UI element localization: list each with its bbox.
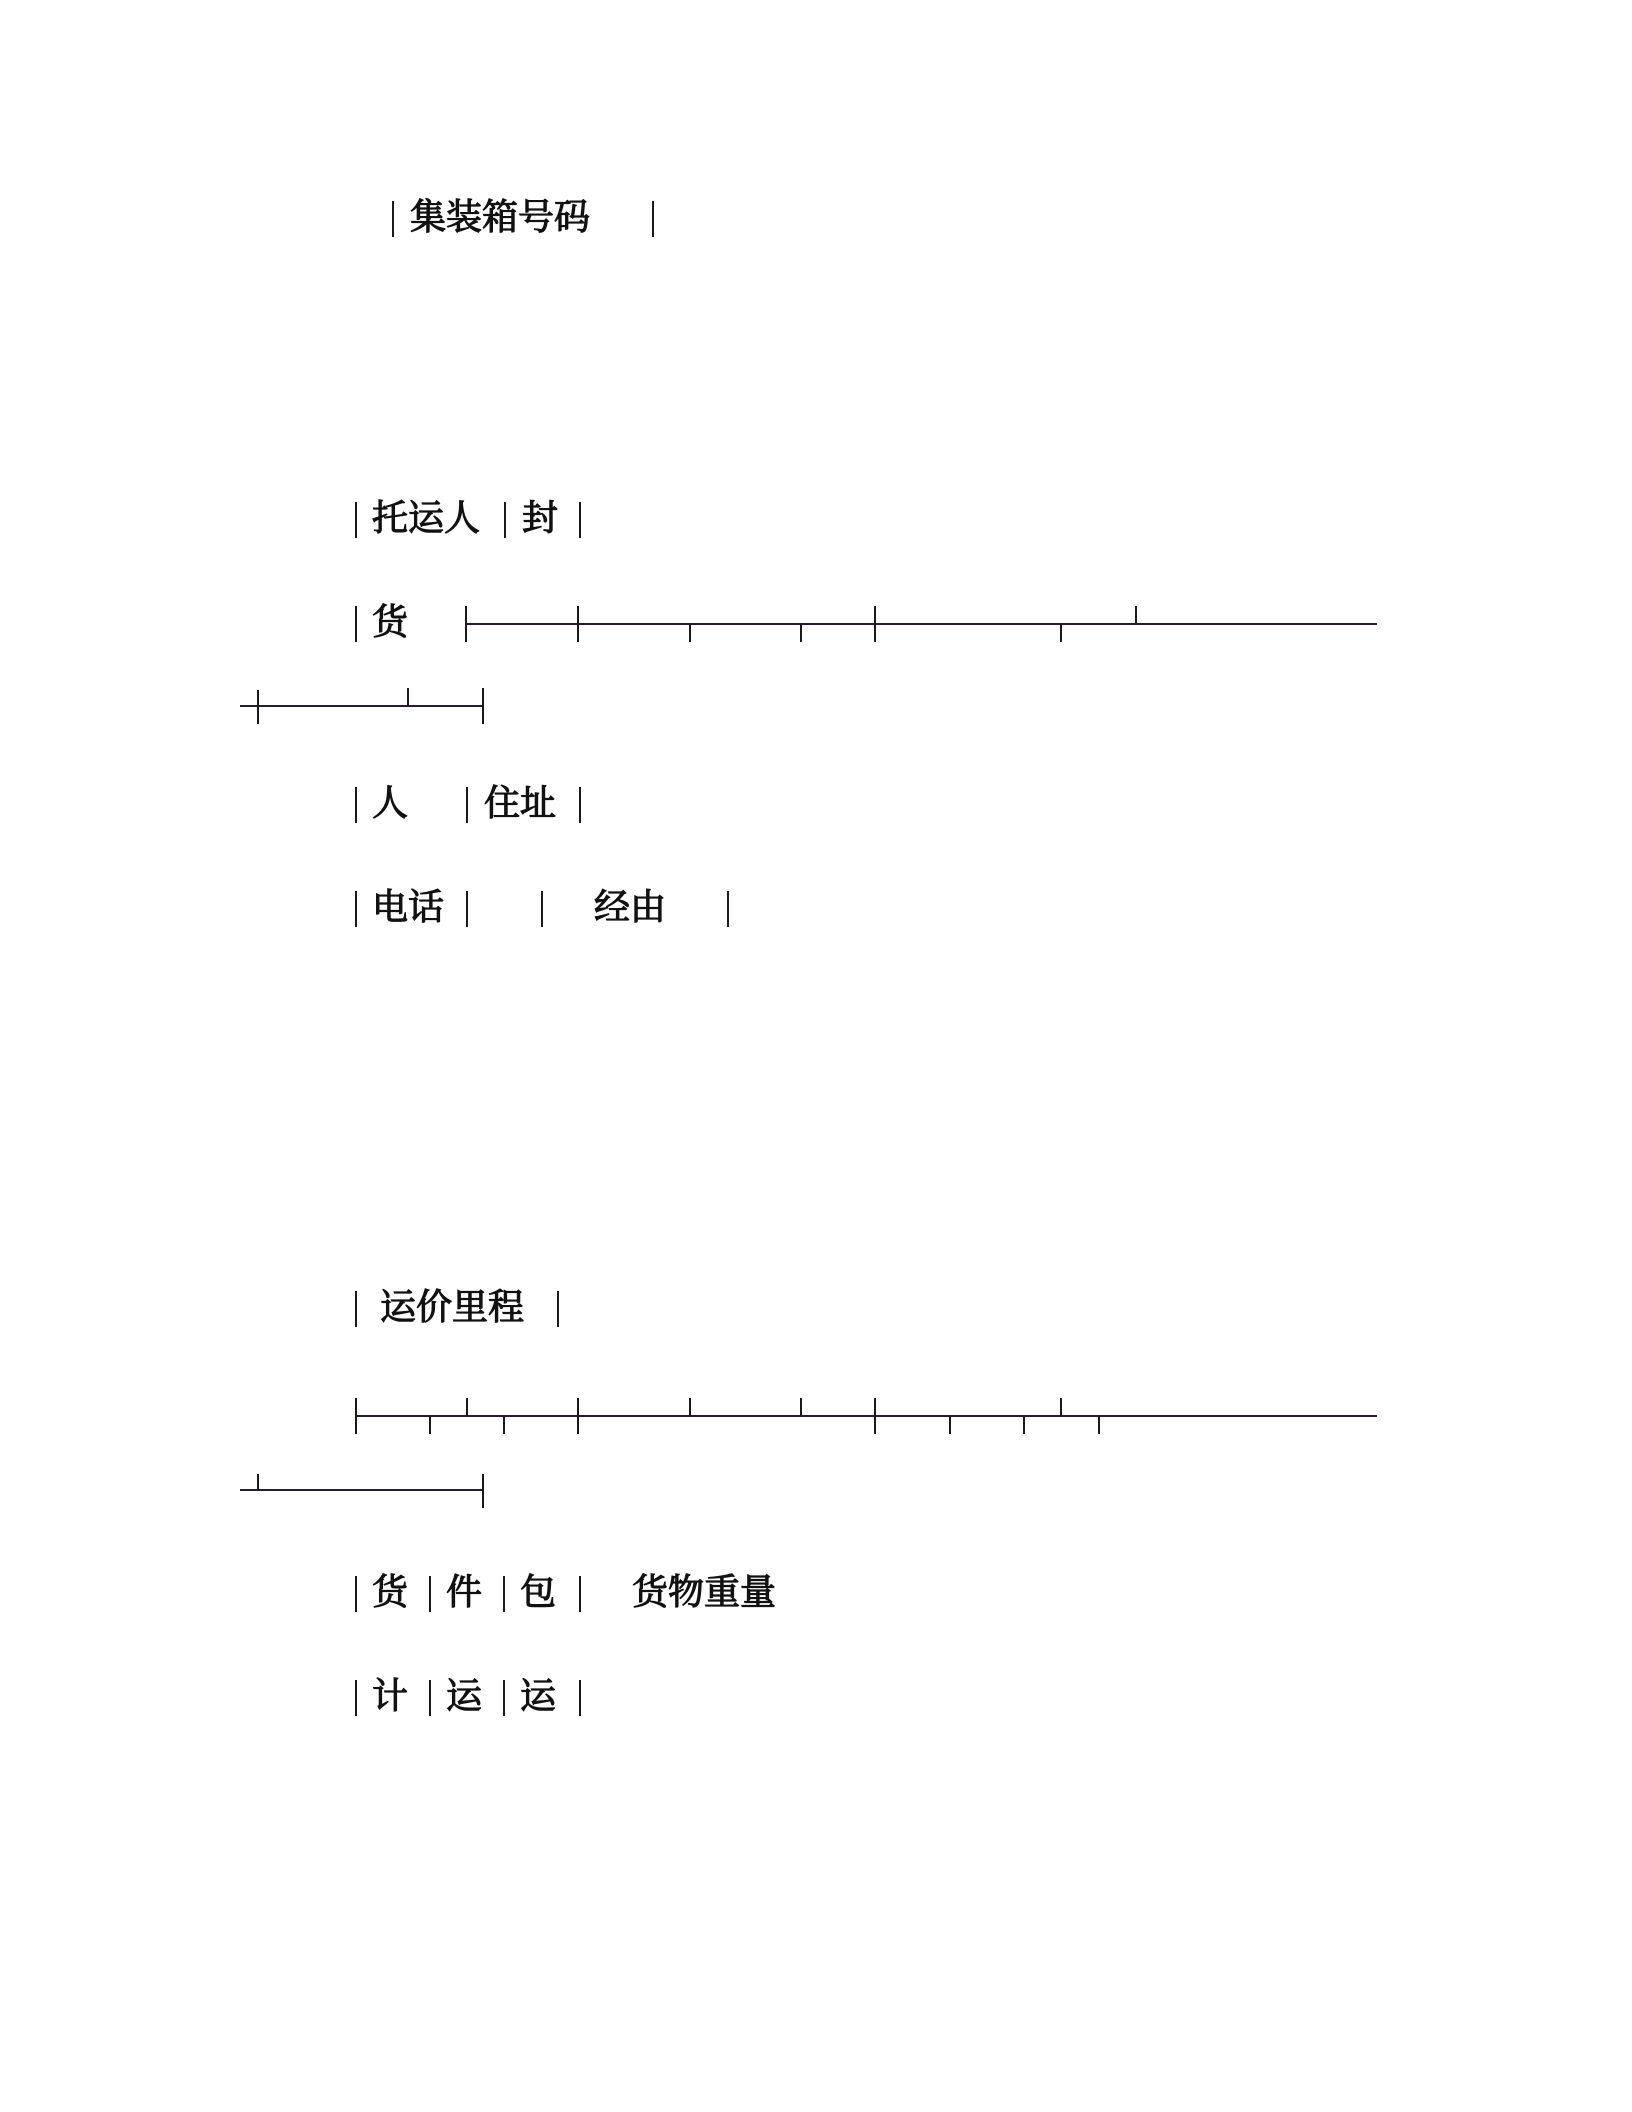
freight-mileage-label: 运价里程: [380, 1287, 525, 1328]
package-label: 包: [520, 1572, 557, 1613]
transport-label-1: 运: [446, 1676, 483, 1717]
charge-label: 计: [372, 1676, 409, 1717]
container-number-label: 集装箱号码: [410, 197, 591, 238]
goods-label: 货: [372, 602, 409, 643]
phone-label: 电话: [372, 887, 445, 928]
person-label: 人: [372, 783, 409, 824]
shipper-label: 托运人: [372, 498, 481, 539]
transport-label-2: 运: [520, 1676, 557, 1717]
cargo-weight-label: 货物重量: [632, 1572, 777, 1613]
seal-label: 封: [522, 498, 559, 539]
goods-label-2: 货: [372, 1572, 409, 1613]
pieces-label: 件: [446, 1572, 483, 1613]
address-label: 住址: [484, 783, 557, 824]
via-label: 经由: [594, 887, 667, 928]
